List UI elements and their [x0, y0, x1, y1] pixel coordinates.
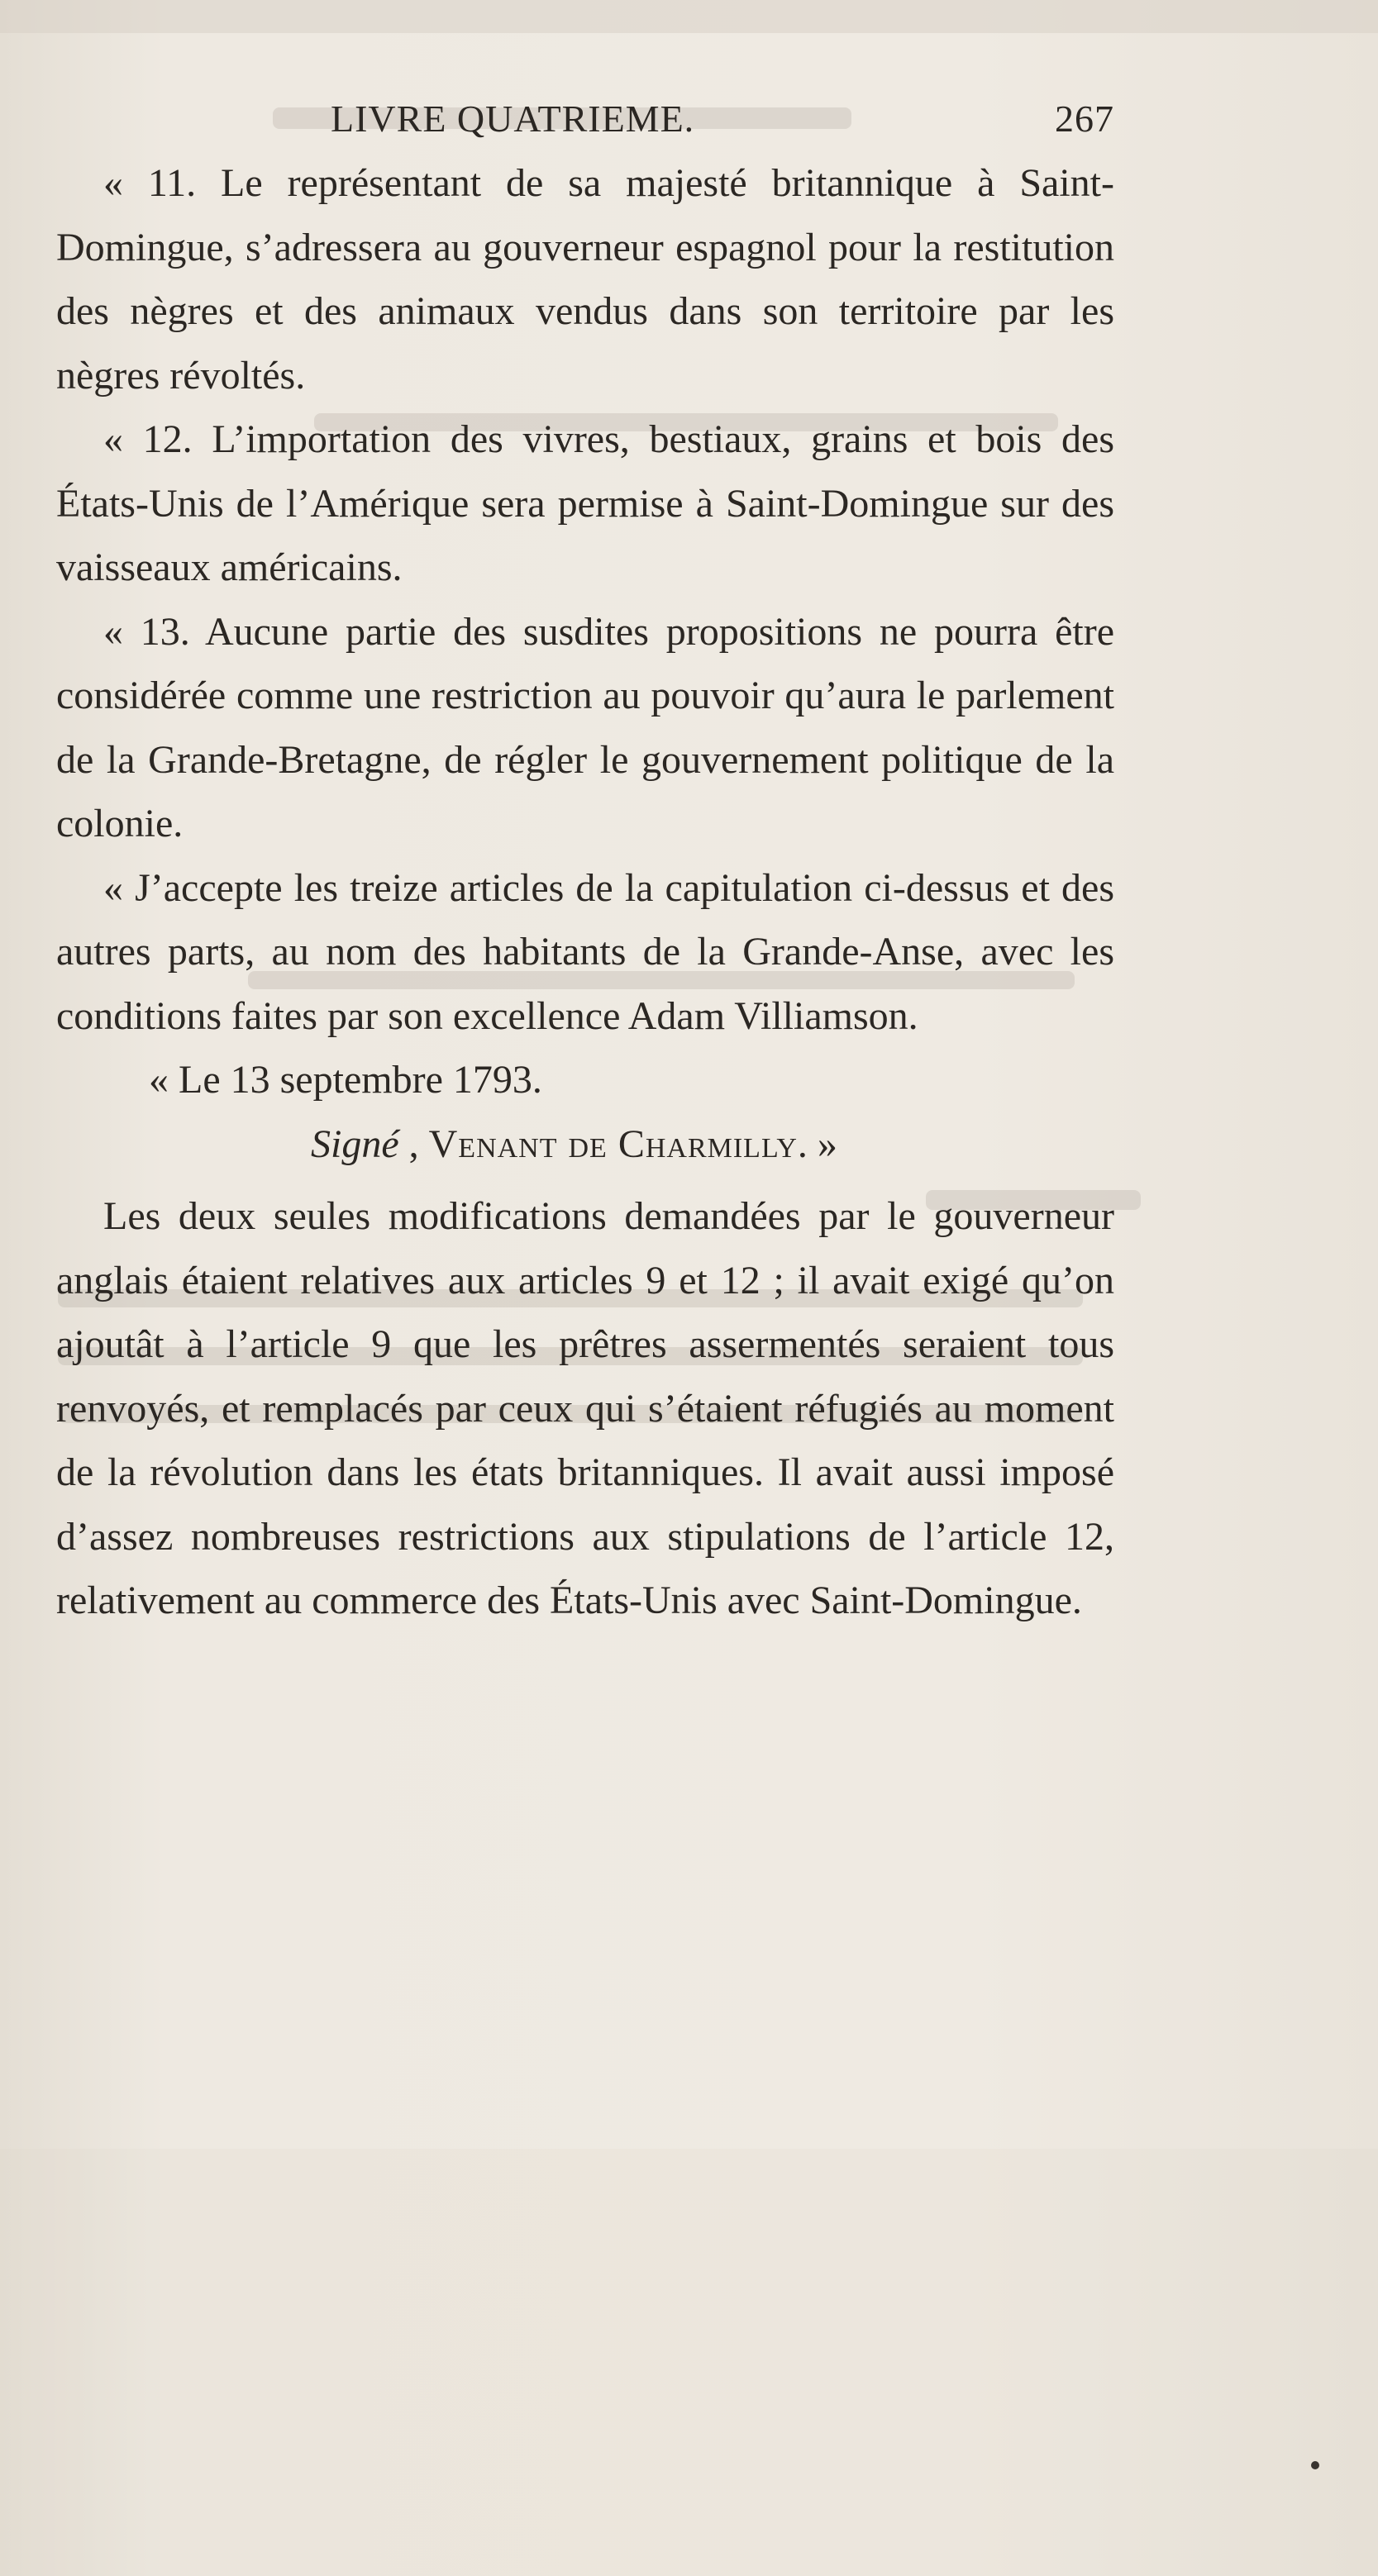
page-number: 267: [1055, 98, 1114, 140]
article-12-paragraph: « 12. L’importation des vivres, bestiaux, grains et bois des États-Unis de l’Amérique sera permise à Saint-Domingue sur des vaisseaux américains.: [56, 417, 1114, 589]
chapter-title: LIVRE QUATRIEME.: [331, 98, 695, 140]
ink-speck: [1311, 2461, 1319, 2469]
closing-paragraph: Les deux seules modifications demandées par le gouverneur anglais étaient relatives aux articles 9 et 12 ; il avait exigé qu’on ajoutât à l’article 9 que les prêtres assermentés seraient tous renvoyés, et remplacés par ceux qui s’étaient réfugiés au moment de la révolution dans les états britanniques. Il avait aussi imposé d’assez nombreuses restrictions aux stipulations de l’article 12, relativement au commerce des États-Unis avec Saint-Domingue.: [56, 1194, 1114, 1622]
page-text: [56, 87, 1114, 1633]
signatory-name: Venant de Charmilly: [428, 1121, 798, 1166]
acceptance-paragraph: « J’accepte les treize articles de la capitulation ci-dessus et des autres parts, au nom des habitants de la Grande-Anse, avec les conditions faites par son excellence Adam Villiamson.: [56, 865, 1114, 1038]
signature-line: [56, 1112, 1114, 1177]
article-11-paragraph: « 11. Le représentant de sa majesté britannique à Saint-Domingue, s’adressera au gouverneur espagnol pour la restitution des nègres et des animaux vendus dans son territoire par les nègres révoltés.: [56, 161, 1114, 398]
signature-suffix: . »: [797, 1121, 837, 1166]
signature-prefix: Signé: [311, 1121, 399, 1166]
date-line: « Le 13 septembre 1793.: [149, 1058, 542, 1102]
article-13-paragraph: « 13. Aucune partie des susdites propositions ne pourra être considérée comme une restriction au pouvoir qu’aura le parlement de la Grande-Bretagne, de régler le gouvernement politique de la colonie.: [56, 609, 1114, 845]
signature-separator: ,: [398, 1121, 429, 1166]
running-head: [56, 87, 1114, 151]
